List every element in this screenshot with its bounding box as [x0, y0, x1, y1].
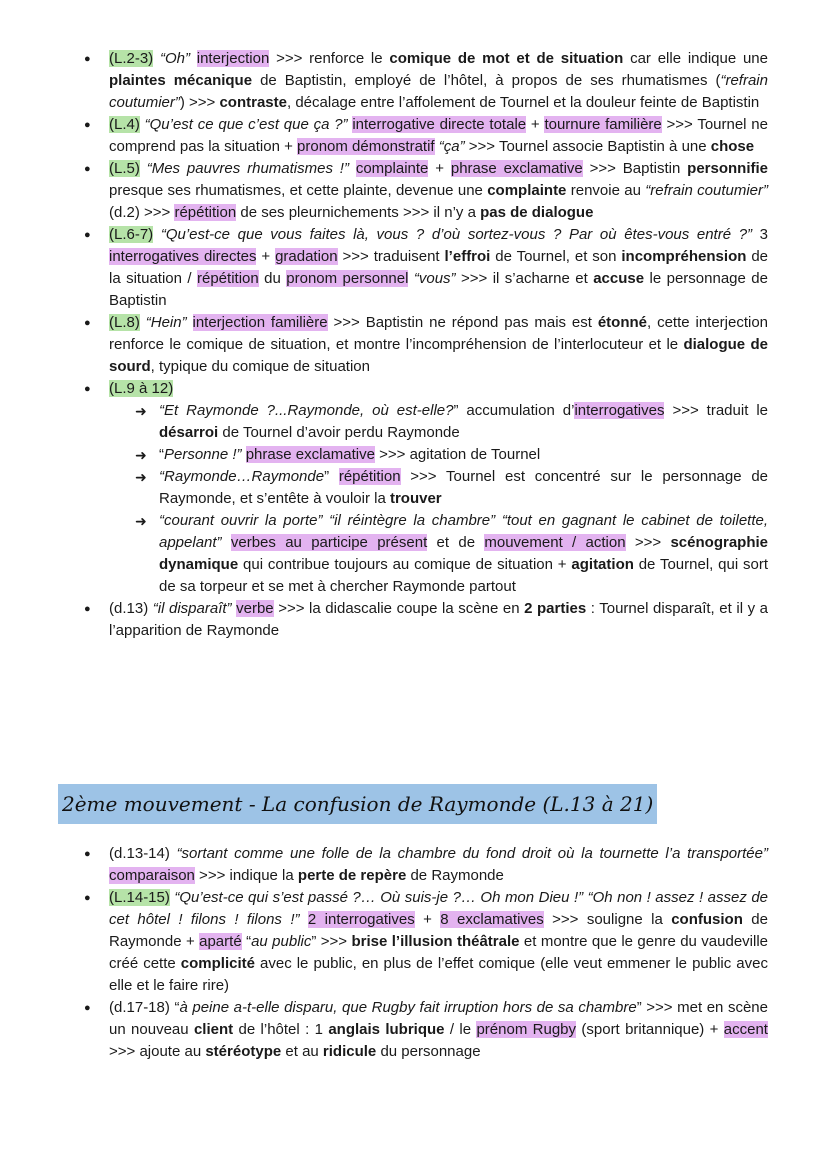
- text-run: qui contribue toujours au comique de situation +: [238, 556, 572, 573]
- highlighted-term: 8 exclamatives: [440, 911, 544, 928]
- text-run: ” >>> met en scène un nouveau: [109, 999, 768, 1038]
- text-run: “il disparaît”: [152, 600, 232, 617]
- text-run: >>> agitation de Tournel: [374, 446, 541, 463]
- highlighted-term: phrase exclamative: [245, 446, 375, 463]
- highlighted-term: phrase exclamative: [450, 160, 583, 177]
- text-run: , typique du comique de situation: [150, 358, 370, 375]
- text-run: pas de dialogue: [480, 204, 594, 221]
- text-run: >>> renforce le: [269, 50, 390, 67]
- text-run: “refrain coutumier”: [645, 182, 768, 199]
- text-run: >>> ajoute au: [109, 1043, 206, 1060]
- text-run: chose: [710, 138, 755, 155]
- text-run: complicité: [180, 955, 255, 972]
- text-run: trouver: [389, 490, 442, 507]
- text-run: étonné: [597, 314, 648, 331]
- text-run: presque ses rhumatismes, et cette plainte, devenue une: [109, 182, 488, 199]
- highlighted-term: complainte: [355, 160, 429, 177]
- text-run: “courant ouvrir la porte” “il réintègre la chambre” “tout en gagnant le cabinet de toilette, appelant”: [159, 512, 768, 551]
- section-heading-text: 2ème mouvement - La confusion de Raymonde (L.13 à 21): [62, 792, 654, 816]
- analysis-bullet: [0, 843, 828, 887]
- line-reference-tag: (L.2-3): [109, 50, 154, 67]
- analysis-bullet: [0, 598, 828, 642]
- text-run: avec le public, en plus de l’effet comique (elle veut emmener le public avec elle et le faire rire): [109, 955, 768, 994]
- highlighted-term: pronom démonstratif: [297, 138, 435, 155]
- text-run: “Qu’est ce que c’est que ça ?”: [144, 116, 348, 133]
- text-run: +: [428, 160, 451, 177]
- text-run: comique de mot et de situation: [389, 50, 624, 67]
- text-run: de Tournel d’avoir perdu Raymonde: [218, 424, 460, 441]
- text-run: car elle indique une: [623, 50, 768, 67]
- line-reference-tag: (L.9 à 12): [109, 380, 174, 397]
- text-run: >>> Tournel est concentré sur le personnage de Raymonde, et s’entête à vouloir la: [159, 468, 769, 507]
- text-run: 2 parties: [524, 600, 587, 617]
- text-run: , cette interjection renforce le comique de situation, et montre l’incompréhension de l’interlocuteur et le: [109, 314, 769, 353]
- highlighted-term: pronom personnel: [286, 270, 409, 287]
- analysis-bullet: [0, 997, 828, 1063]
- text-run: dialogue de sourd: [109, 336, 768, 375]
- highlighted-term: interrogative directe totale: [352, 116, 527, 133]
- text-run: , décalage entre l’affolement de Tournel et la douleur feinte de Baptistin: [287, 94, 760, 111]
- highlighted-term: gradation: [275, 248, 338, 265]
- text-run: >>> Baptistin: [582, 160, 688, 177]
- text-run: personnifie: [687, 160, 769, 177]
- highlighted-term: répétition: [197, 270, 259, 287]
- text-run: Personne !”: [164, 446, 242, 463]
- text-run: [153, 226, 161, 243]
- text-run: [153, 50, 160, 67]
- text-run: “vous”: [413, 270, 456, 287]
- text-run: >>> Baptistin ne répond pas mais est: [327, 314, 598, 331]
- analysis-bullet: [0, 114, 828, 158]
- section-heading: [58, 784, 657, 824]
- text-run: [300, 911, 308, 928]
- text-run: “Et Raymonde ?...Raymonde, où est-elle?: [159, 402, 454, 419]
- text-run: l’effroi: [444, 248, 491, 265]
- analysis-bullet: [0, 224, 828, 312]
- first-movement-analysis-list: [0, 48, 828, 642]
- text-run: 3: [752, 226, 768, 243]
- text-run: (sport britannique) +: [576, 1021, 724, 1038]
- highlighted-term: aparté: [199, 933, 242, 950]
- text-run: de Tournel, qui sort de sa torpeur et se met à chercher Raymonde partout: [159, 556, 768, 595]
- text-run: “Qu’est-ce que vous faites là, vous ? d’où sortez-vous ? Par où êtes-vous entré ?”: [160, 226, 753, 243]
- text-run: >>> indique la: [194, 867, 298, 884]
- text-run: [187, 314, 193, 331]
- text-run: (d.13-14): [109, 845, 170, 862]
- text-run: +: [526, 116, 545, 133]
- text-run: client: [193, 1021, 234, 1038]
- text-run: [222, 534, 231, 551]
- second-movement-analysis-list: [0, 843, 828, 1063]
- text-run: >>> la didascalie coupe la scène en: [273, 600, 525, 617]
- analysis-bullet: [0, 158, 828, 224]
- arrow-sub-bullet: [109, 466, 768, 510]
- highlighted-term: interjection familière: [192, 314, 328, 331]
- highlighted-term: verbe: [236, 600, 274, 617]
- text-run: : Tournel disparaît, et il y a l’apparition de Raymonde: [109, 600, 769, 639]
- text-run: ) >>>: [179, 94, 220, 111]
- text-run: [349, 160, 356, 177]
- text-run: ridicule: [322, 1043, 377, 1060]
- text-run: de l’hôtel : 1: [233, 1021, 329, 1038]
- text-run: >>> Tournel associe Baptistin à une: [464, 138, 711, 155]
- arrow-sub-bullet: [109, 400, 768, 444]
- text-run: >>> traduisent: [337, 248, 445, 265]
- text-run: de la situation /: [109, 248, 768, 287]
- text-run: de ses pleurnichements >>> il n’y a: [236, 204, 481, 221]
- text-run: “refrain coutumier”: [109, 72, 768, 111]
- highlighted-term: accent: [723, 1021, 768, 1038]
- highlighted-term: tournure familière: [544, 116, 662, 133]
- text-run: complainte: [487, 182, 567, 199]
- text-run: et montre que le genre du vaudeville créé cette: [109, 933, 769, 972]
- line-reference-tag: (L.14-15): [109, 889, 170, 906]
- text-run: et au: [281, 1043, 323, 1060]
- text-run: stéréotype: [205, 1043, 282, 1060]
- text-run: “Qu’est-ce qui s’est passé ?… Où suis-je ?… Oh mon Dieu !” “Oh non ! assez ! assez de cet hôtel ! filons ! filons !”: [109, 889, 768, 928]
- text-run: ” accumulation d’: [453, 402, 575, 419]
- analysis-bullet: [0, 887, 828, 997]
- analysis-bullet: [0, 312, 828, 378]
- text-run: le personnage de Baptistin: [109, 270, 768, 309]
- text-run: de Raymonde +: [109, 911, 768, 950]
- text-run: brise l’illusion théâtrale: [351, 933, 520, 950]
- highlighted-term: répétition: [338, 468, 401, 485]
- text-run: contraste: [219, 94, 287, 111]
- text-run: incompréhension: [621, 248, 747, 265]
- sub-list: [109, 400, 768, 598]
- highlighted-term: interjection: [196, 50, 270, 67]
- text-run: agitation: [571, 556, 634, 573]
- text-run: “sortant comme une folle de la chambre du fond droit où la tournette l’a transportée”: [176, 845, 768, 862]
- highlighted-term: interrogatives: [574, 402, 665, 419]
- line-reference-tag: (L.6-7): [109, 226, 154, 243]
- text-run: perte de repère: [297, 867, 407, 884]
- text-run: [140, 160, 147, 177]
- text-run: plaintes mécanique: [109, 72, 253, 89]
- text-run: au public: [251, 933, 312, 950]
- text-run: [170, 845, 177, 862]
- text-run: (d.2) >>>: [109, 204, 175, 221]
- text-run: (d.17-18): [109, 999, 170, 1016]
- text-run: +: [414, 911, 441, 928]
- text-run: “: [159, 446, 164, 463]
- text-run: “: [169, 999, 180, 1016]
- text-run: accuse: [593, 270, 645, 287]
- text-run: >>> traduit le: [664, 402, 768, 419]
- text-run: >>> il s’acharne et: [455, 270, 594, 287]
- highlighted-term: prénom Rugby: [476, 1021, 577, 1038]
- highlighted-term: comparaison: [109, 867, 195, 884]
- text-run: “Mes pauvres rhumatismes !”: [146, 160, 349, 177]
- text-run: confusion: [671, 911, 743, 928]
- text-run: (d.13): [109, 600, 149, 617]
- highlighted-term: verbes au participe présent: [230, 534, 428, 551]
- arrow-sub-bullet: [109, 510, 768, 598]
- text-run: désarroi: [159, 424, 219, 441]
- text-run: de Raymonde: [406, 867, 504, 884]
- text-run: de Baptistin, employé de l’hôtel, à propos de ses rhumatismes (: [252, 72, 721, 89]
- text-run: >>> souligne la: [543, 911, 672, 928]
- line-reference-tag: (L.8): [109, 314, 140, 331]
- text-run: >>>: [625, 534, 671, 551]
- analysis-bullet: [0, 378, 828, 598]
- text-run: anglais lubrique: [328, 1021, 445, 1038]
- text-run: “Hein”: [145, 314, 187, 331]
- text-run: / le: [444, 1021, 477, 1038]
- text-run: >>> Tournel ne comprend pas la situation +: [109, 116, 768, 155]
- text-run: ” >>>: [311, 933, 352, 950]
- highlighted-term: 2 interrogatives: [307, 911, 415, 928]
- text-run: renvoie au: [566, 182, 646, 199]
- text-run: de Tournel, et son: [490, 248, 622, 265]
- text-run: “ça”: [438, 138, 465, 155]
- text-run: et de: [427, 534, 485, 551]
- analysis-bullet: [0, 48, 828, 114]
- text-run: “: [241, 933, 252, 950]
- text-run: ”: [324, 468, 339, 485]
- text-run: [190, 50, 197, 67]
- highlighted-term: mouvement / action: [484, 534, 626, 551]
- text-run: “Raymonde…Raymonde: [159, 468, 325, 485]
- text-run: du personnage: [376, 1043, 481, 1060]
- text-run: du: [258, 270, 287, 287]
- text-run: +: [256, 248, 276, 265]
- highlighted-term: interrogatives directes: [109, 248, 257, 265]
- line-reference-tag: (L.4): [109, 116, 140, 133]
- arrow-sub-bullet: [109, 444, 768, 466]
- line-reference-tag: (L.5): [109, 160, 140, 177]
- text-run: “Oh”: [159, 50, 190, 67]
- text-run: à peine a-t-elle disparu, que Rugby fait irruption hors de sa chambre: [179, 999, 637, 1016]
- highlighted-term: répétition: [174, 204, 237, 221]
- text-run: scénographie dynamique: [159, 534, 768, 573]
